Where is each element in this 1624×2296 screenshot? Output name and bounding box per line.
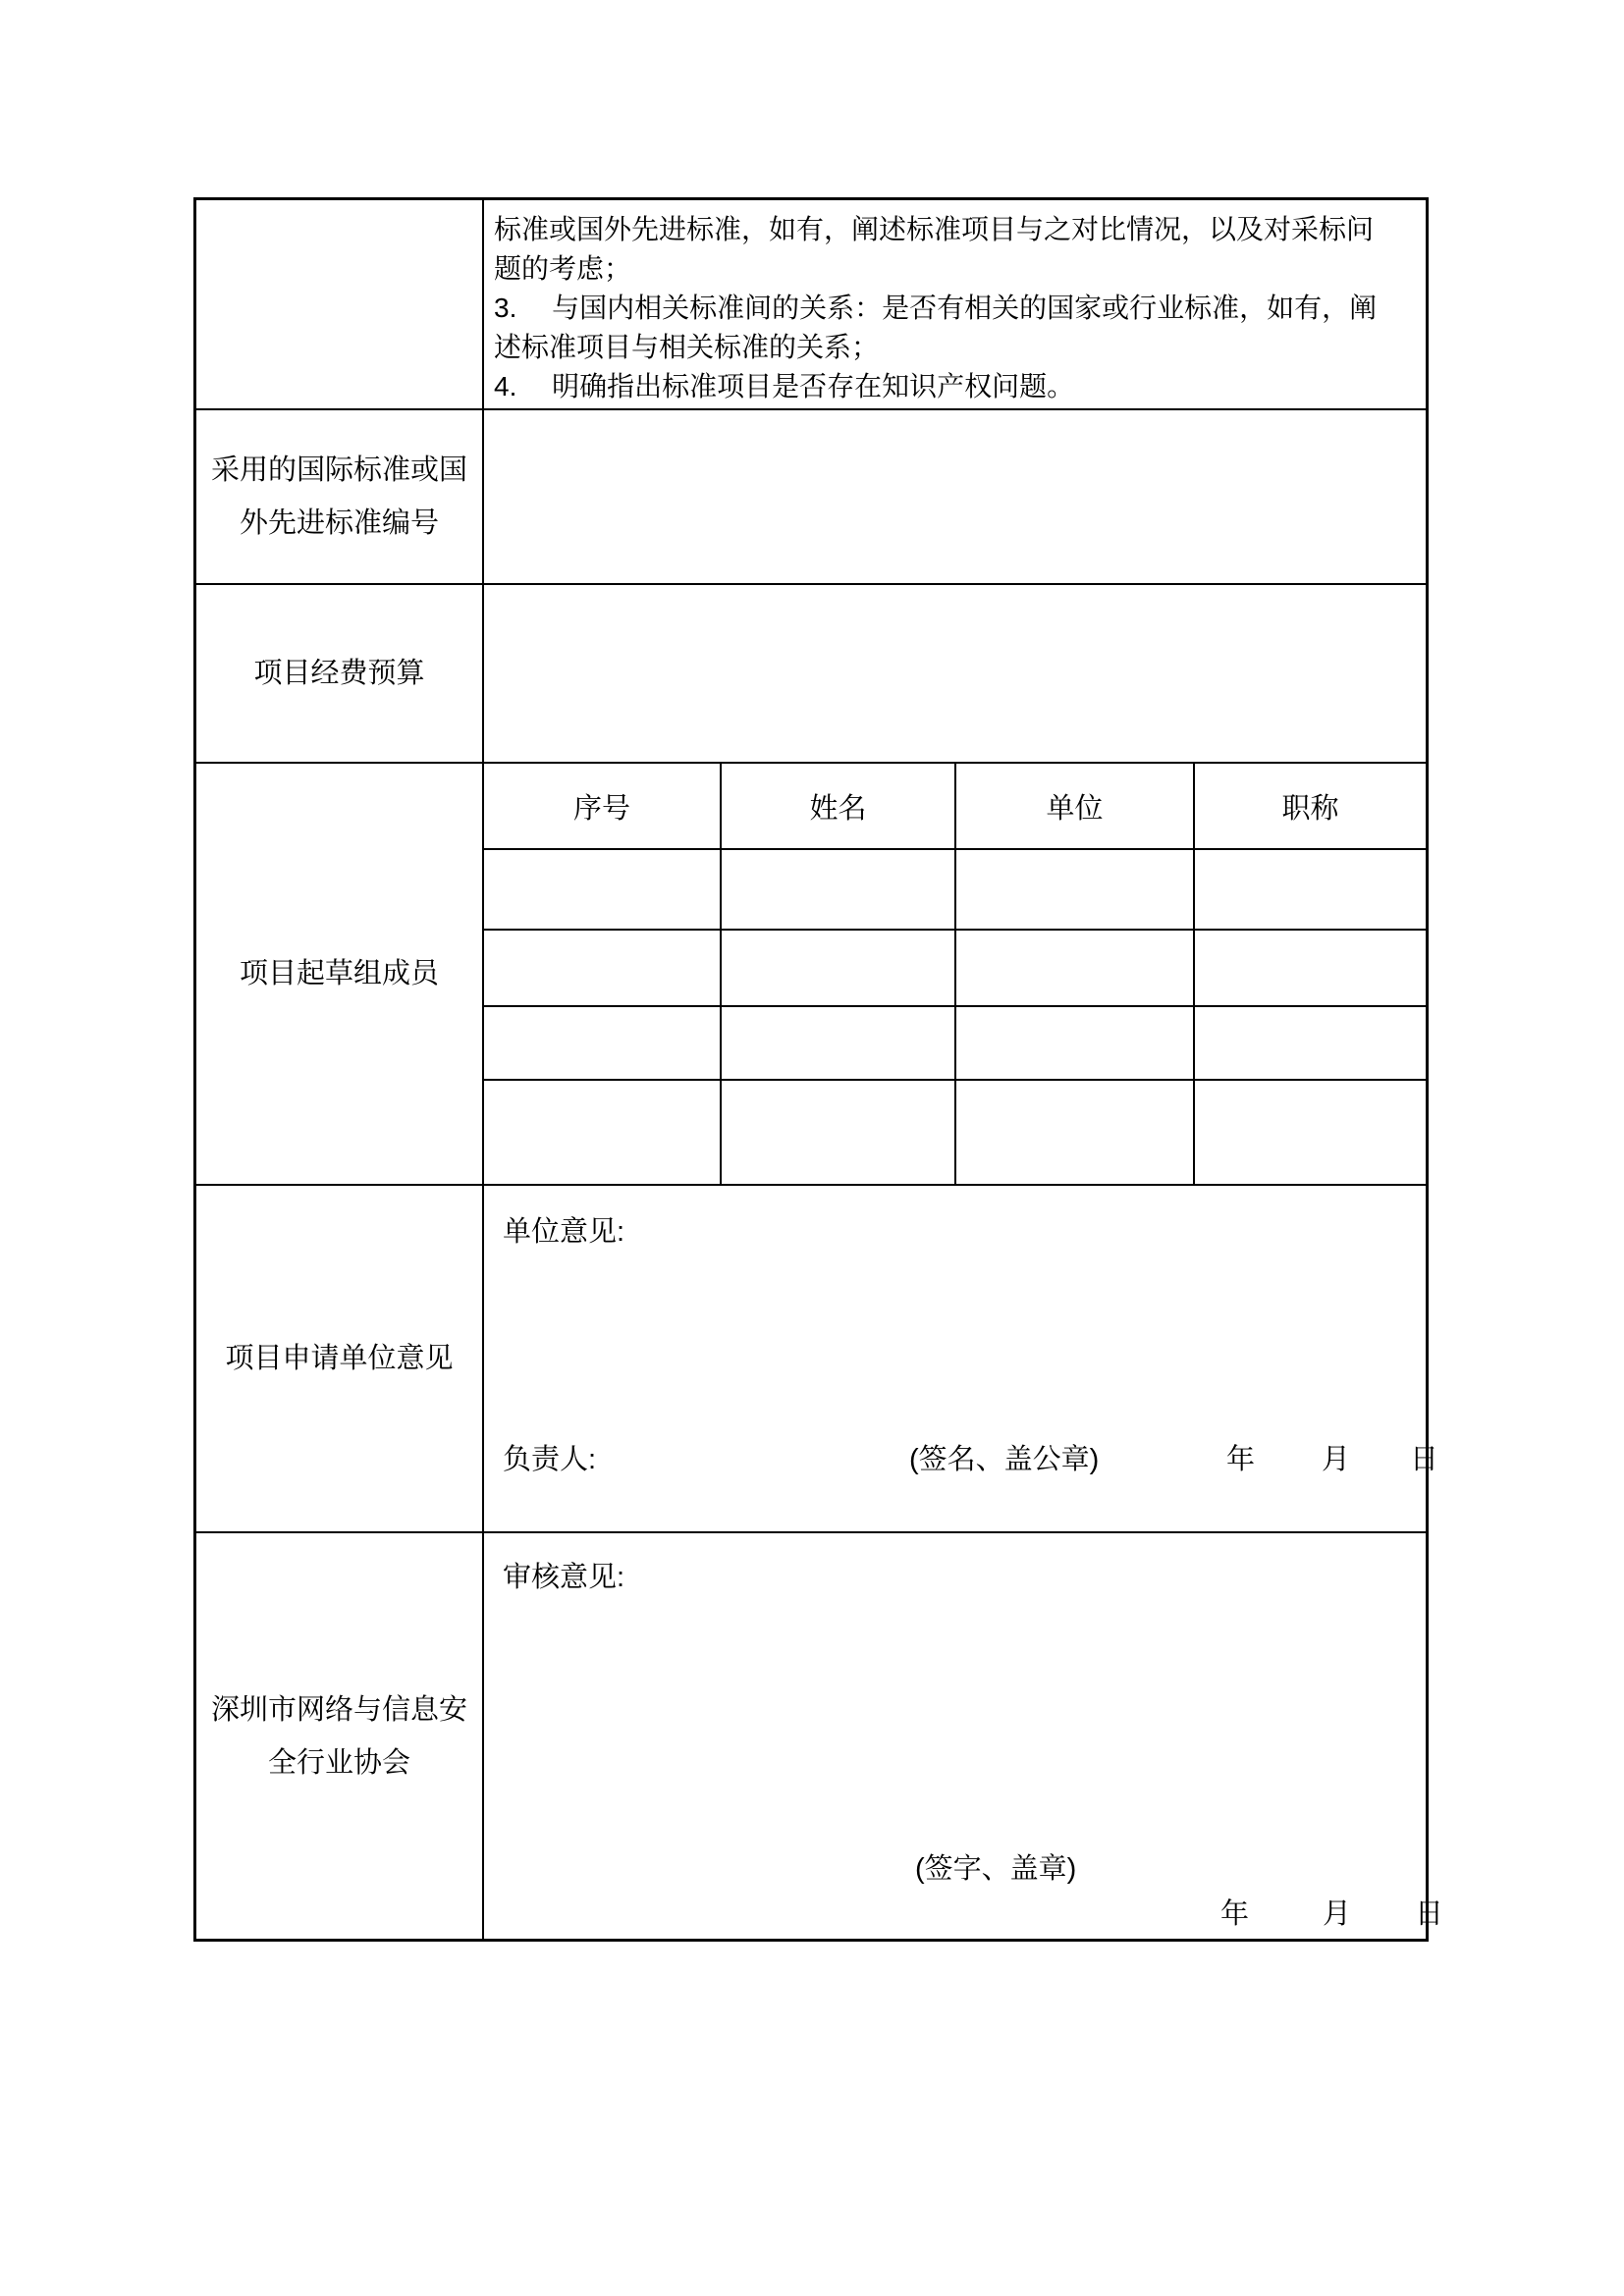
member-3-org <box>956 1007 1195 1079</box>
review-signature-seal-note: (签字、盖章) <box>915 1853 1077 1885</box>
budget-value-cell <box>484 585 1426 762</box>
note-line-5: 4. 明确指出标准项目是否存在知识产权问题。 <box>494 371 1075 401</box>
note-line-1: 标准或国外先进标准，如有，阐述标准项目与之对比情况，以及对采标问 <box>494 214 1375 244</box>
member-2-title <box>1195 931 1426 1005</box>
drafting-group-label: 项目起草组成员 <box>196 764 484 1184</box>
row-association-review <box>196 1533 1444 1939</box>
member-3-name <box>722 1007 956 1079</box>
responsible-person-caption: 负责人: <box>503 1444 597 1475</box>
row-applicant-opinion <box>196 1186 1439 1533</box>
row-drafting-group <box>196 764 1426 1186</box>
members-header-no: 序号 <box>484 764 722 848</box>
review-date-day-label: 日 <box>1415 1898 1444 1930</box>
row-intl-standard <box>196 410 1426 585</box>
budget-label: 项目经费预算 <box>196 585 484 762</box>
requirements-notes <box>484 200 1426 406</box>
association-review-content <box>484 1533 1444 1939</box>
member-1-no <box>484 850 722 929</box>
members-header-title: 职称 <box>1281 792 1339 825</box>
note-line-4: 述标准项目与相关标准的关系； <box>494 332 880 362</box>
member-3-title <box>1195 1007 1426 1079</box>
member-4-no <box>484 1081 722 1184</box>
member-row-2 <box>484 931 1426 1007</box>
members-table <box>484 764 1426 1184</box>
members-header-name: 姓名 <box>722 764 956 848</box>
date-day-label: 日 <box>1410 1444 1439 1475</box>
note-line-2: 题的考虑； <box>494 253 632 284</box>
member-1-title <box>1195 850 1426 929</box>
row-continuation <box>196 200 1426 410</box>
intl-standard-value-cell <box>484 410 1426 583</box>
applicant-opinion-label: 项目申请单位意见 <box>196 1186 484 1531</box>
intl-standard-label: 采用的国际标准或国外先进标准编号 <box>196 410 484 583</box>
member-1-name <box>722 850 956 929</box>
member-2-name <box>722 931 956 1005</box>
members-header-row <box>484 764 1426 850</box>
review-date-month-label: 月 <box>1323 1898 1352 1930</box>
member-1-org <box>956 850 1195 929</box>
member-row-1 <box>484 850 1426 931</box>
review-opinion-caption: 审核意见: <box>503 1562 625 1593</box>
applicant-opinion-content <box>484 1186 1439 1531</box>
continuation-label-cell <box>196 200 484 408</box>
note-line-3: 3. 与国内相关标准间的关系：是否有相关的国家或行业标准，如有，阐 <box>494 293 1378 323</box>
date-year-label: 年 <box>1226 1444 1256 1475</box>
association-label: 深圳市网络与信息安全行业协会 <box>196 1533 484 1939</box>
member-row-3 <box>484 1007 1426 1081</box>
member-2-no <box>484 931 722 1005</box>
member-3-no <box>484 1007 722 1079</box>
member-4-org <box>956 1081 1195 1184</box>
review-date-year-label: 年 <box>1220 1898 1250 1930</box>
member-4-name <box>722 1081 956 1184</box>
drafting-group-table-cell <box>484 764 1426 1184</box>
date-month-label: 月 <box>1322 1444 1351 1475</box>
member-2-org <box>956 931 1195 1005</box>
member-4-title <box>1195 1081 1426 1184</box>
signature-seal-note: (签名、盖公章) <box>909 1444 1100 1475</box>
members-header-org: 单位 <box>956 764 1195 848</box>
unit-opinion-caption: 单位意见: <box>503 1216 625 1248</box>
member-row-4 <box>484 1081 1426 1184</box>
continuation-content-cell <box>484 200 1426 408</box>
form-table <box>193 197 1444 1942</box>
row-budget <box>196 585 1426 764</box>
